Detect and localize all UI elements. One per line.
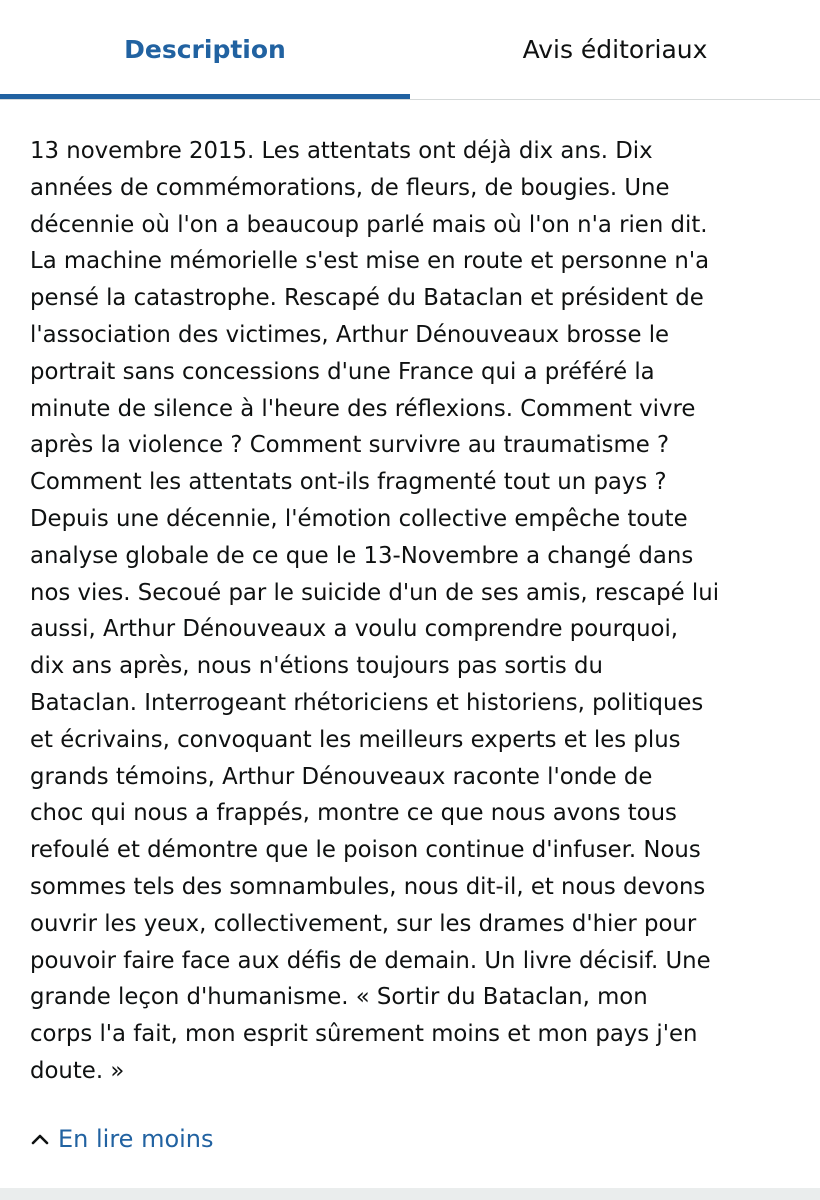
description-line: nos vies. Secoué par le suicide d'un de ses amis, rescapé lui <box>30 579 720 606</box>
description-line: grands témoins, Arthur Dénouveaux raconte l'onde de <box>30 763 653 790</box>
description-line: grande leçon d'humanisme. « Sortir du Bataclan, mon <box>30 984 648 1011</box>
chevron-up-icon <box>30 1132 50 1146</box>
description-line: ouvrir les yeux, collectivement, sur les drames d'hier pour <box>30 910 697 937</box>
tab-bar <box>0 0 820 100</box>
description-line: après la violence ? Comment survivre au traumatisme ? <box>30 432 670 459</box>
description-line: pouvoir faire face aux défis de demain. Un livre décisif. Une <box>30 947 711 974</box>
description-line: décennie où l'on a beaucoup parlé mais où l'on n'a rien dit. <box>30 211 708 238</box>
tab-description[interactable] <box>0 0 410 99</box>
description-line: années de commémorations, de fleurs, de bougies. Une <box>30 174 670 201</box>
description-line: portrait sans concessions d'une France qui a préféré la <box>30 358 655 385</box>
tab-editorial-reviews-label: Avis éditoriaux <box>522 35 708 64</box>
read-less-toggle[interactable] <box>30 1125 214 1153</box>
description-line: La machine mémorielle s'est mise en route et personne n'a <box>30 248 710 275</box>
read-less-label: En lire moins <box>58 1125 214 1153</box>
description-line: sommes tels des somnambules, nous dit-il, et nous devons <box>30 873 706 900</box>
description-line: pensé la catastrophe. Rescapé du Bataclan et président de <box>30 285 704 312</box>
description-line: doute. » <box>30 1057 125 1084</box>
active-tab-indicator <box>0 94 410 99</box>
description-line: minute de silence à l'heure des réflexions. Comment vivre <box>30 395 696 422</box>
description-line: Depuis une décennie, l'émotion collective empêche toute <box>30 505 688 532</box>
description-line: analyse globale de ce que le 13-Novembre a changé dans <box>30 542 694 569</box>
description-line: aussi, Arthur Dénouveaux a voulu comprendre pourquoi, <box>30 616 679 643</box>
description-line: corps l'a fait, mon esprit sûrement moins et mon pays j'en <box>30 1021 698 1048</box>
description-line: l'association des victimes, Arthur Dénouveaux brosse le <box>30 321 670 348</box>
section-divider <box>0 1188 820 1200</box>
description-line: choc qui nous a frappés, montre ce que nous avons tous <box>30 800 677 827</box>
description-line: 13 novembre 2015. Les attentats ont déjà dix ans. Dix <box>30 138 653 164</box>
description-line: refoulé et démontre que le poison continue d'infuser. Nous <box>30 837 701 864</box>
description-line: Bataclan. Interrogeant rhétoriciens et historiens, politiques <box>30 689 704 716</box>
description-line: Comment les attentats ont-ils fragmenté tout un pays ? <box>30 469 667 496</box>
description-text <box>30 133 800 1090</box>
tab-editorial-reviews[interactable] <box>410 0 820 99</box>
tab-description-label: Description <box>124 35 286 64</box>
description-line: dix ans après, nous n'étions toujours pas sortis du <box>30 653 603 680</box>
description-line: et écrivains, convoquant les meilleurs experts et les plus <box>30 726 681 753</box>
